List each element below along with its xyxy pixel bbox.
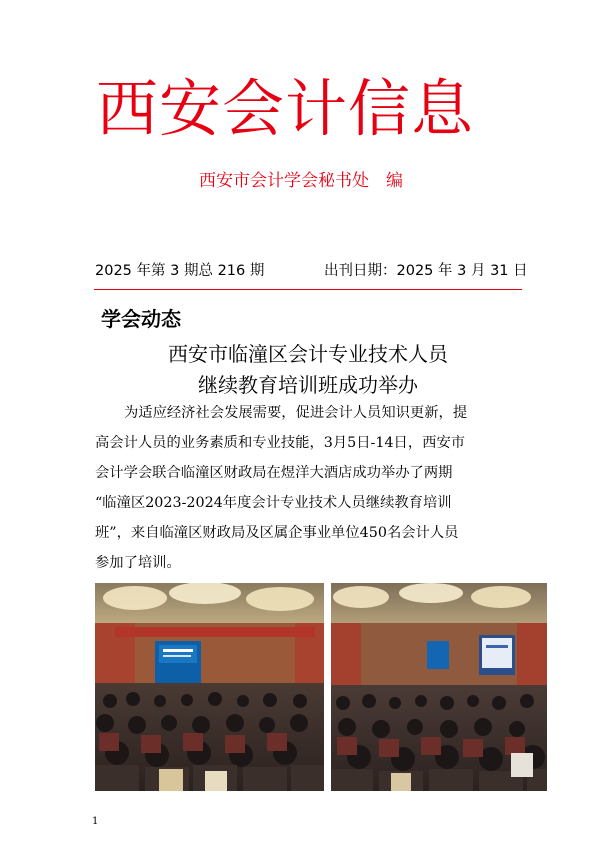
publish-date: 出刊日期：2025 年 3 月 31 日 <box>324 263 528 279</box>
article-body-line: 会计学会联合临潼区财政局在煜洋大酒店成功举办了两期 <box>95 465 453 481</box>
editor-line: 西安市会计学会秘书处 编 <box>199 171 403 191</box>
article-headline-line2: 继续教育培训班成功举办 <box>198 373 418 397</box>
training-photo-1 <box>95 583 324 791</box>
article-body-line: 高会计人员的业务素质和专业技能，3月5日-14日，西安市 <box>95 435 466 451</box>
article-body-line: 参加了培训。 <box>95 555 181 571</box>
section-title: 学会动态 <box>101 307 181 331</box>
header-rule <box>94 289 522 290</box>
article-body-line: 为适应经济社会发展需要，促进会计人员知识更新，提 <box>124 405 468 421</box>
article-body-line: 班”，来自临潼区财政局及区属企事业单位450名会计人员 <box>95 525 459 541</box>
article-headline-line1: 西安市临潼区会计专业技术人员 <box>168 342 448 366</box>
article-body-line: “临潼区2023-2024年度会计专业技术人员继续教育培训 <box>95 495 452 511</box>
page-number: 1 <box>92 816 99 827</box>
masthead-title: 西安会计信息 <box>96 72 475 145</box>
issue-number: 2025 年第 3 期总 216 期 <box>95 263 265 279</box>
training-photo-2 <box>331 583 547 791</box>
